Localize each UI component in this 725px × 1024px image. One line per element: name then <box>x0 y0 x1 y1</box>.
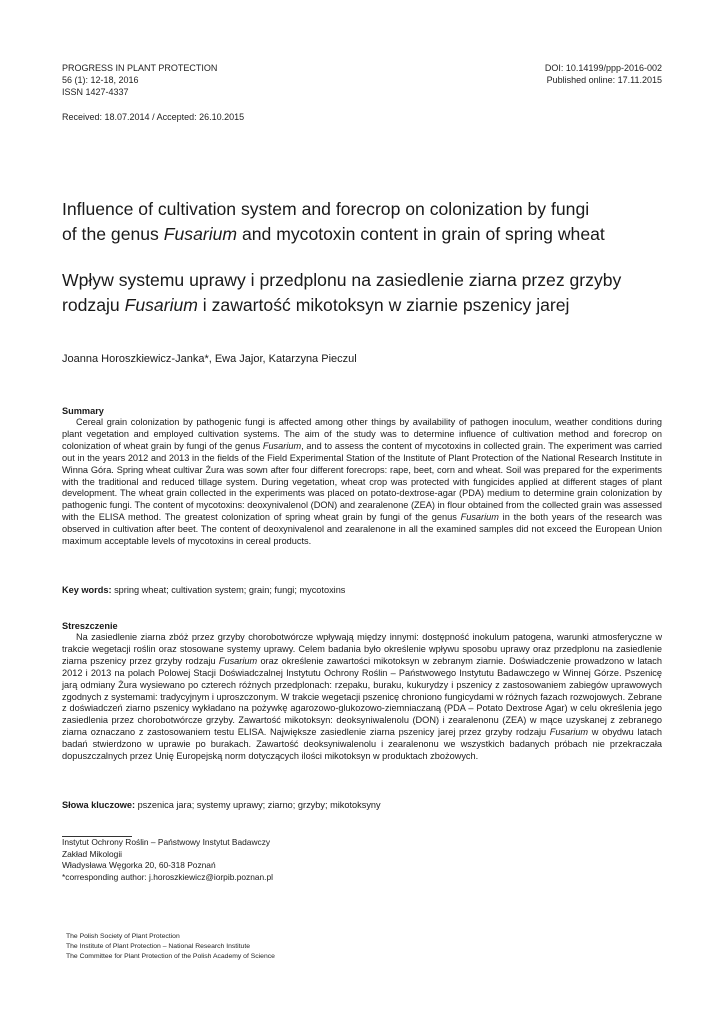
keywords-text: spring wheat; cultivation system; grain; fungi; mycotoxins <box>111 585 346 595</box>
title-english-line1: Influence of cultivation system and forecrop on colonization by fungi <box>62 199 590 219</box>
society-line: The Institute of Plant Protection – National Research Institute <box>66 943 250 951</box>
streszczenie-genus: Fusarium <box>549 727 589 738</box>
title-text: rodzaju <box>62 295 125 315</box>
keywords-label: Key words: <box>62 585 112 595</box>
corresponding-author: *corresponding author: j.horoszkiewicz@iorpib.poznan.pl <box>62 872 274 883</box>
streszczenie-part: w obydwu latach badań stwierdzono w uprawie po burakach. Zawartość deoksyniwalenolu i zearalenonu we wszystkich badanych próbach nie przekraczała dopuszczalnych przez Unię Europejską norm dotyczących ilości mikotoksyn w produktach zbożowych. <box>62 727 662 762</box>
society-line: The Committee for Plant Protection of the Polish Academy of Science <box>66 953 275 961</box>
keywords-polish <box>62 799 662 811</box>
title-polish-line2 <box>62 293 672 318</box>
affiliation-institute: Instytut Ochrony Roślin – Państwowy Instytut Badawczy <box>62 837 271 847</box>
society-line: The Polish Society of Plant Protection <box>66 933 180 940</box>
summary-text <box>62 417 662 548</box>
affiliation <box>62 837 273 884</box>
summary-part: in the both years of the research was observed in cultivation after beet. The content of deoxynivalenol and zearalenone in all the examined samples did not exceed the European Union maximum acceptable levels of mycotoxins in cereal products. <box>62 512 662 547</box>
title-text: of the genus <box>62 224 164 244</box>
title-english-line2 <box>62 222 672 247</box>
title-genus: Fusarium <box>124 295 198 315</box>
keywords-text: pszenica jara; systemy uprawy; ziarno; grzyby; mikotoksyny <box>135 800 381 810</box>
affiliation-address: Władysława Węgorka 20, 60-318 Poznań <box>62 860 216 871</box>
title-polish-line1: Wpływ systemu uprawy i przedplonu na zasiedlenie ziarna przez grzyby <box>62 270 622 290</box>
title-genus: Fusarium <box>163 224 238 244</box>
doi-block <box>545 62 662 86</box>
journal-header <box>62 62 217 98</box>
summary-heading: Summary <box>62 406 104 416</box>
summary-part: , and to assess the content of mycotoxins in collected grain. The experiment was carried out in the years 2012 and 2013 in the fields of the Field Experimental Station of the Institute of Plant Protection of the National Research Institute in Winna Góra. Spring wheat cultivar Żura was sown after four different forecrops: rape, beet, corn and wheat. Soil was prepared for the experiments with the traditional and reduced tillage system. During vegetation, wheat crop was protected with fungicides applied at different stages of plant development. The wheat grain collected in the experiments was placed on potato-dextrose-agar (PDA) medium to determine grain colonization by pathogenic fungi. The content of mycotoxins: deoxynivalenol (DON) and zearalenone (ZEA) in flour obtained from the collected grain was assessed with the ELISA method. The greatest colonization of spring wheat grain by fungi of the genus <box>62 440 662 523</box>
affiliation-department: Zakład Mikologii <box>62 848 123 859</box>
keywords-english <box>62 584 662 596</box>
streszczenie-genus: Fusarium <box>218 655 258 666</box>
streszczenie-part: Na zasiedlenie ziarna zbóż przez grzyby chorobotwórcze wpływają między innymi: dostępność inokulum patogena, warunki atmosferyczne w trakcie wegetacji roślin oraz stosowane systemy uprawy. Celem badania było określenie wpływu sposobu uprawy oraz przedplonu na zasiedlenie ziarna pszenicy przez grzyby rodzaju <box>62 632 662 666</box>
summary-genus: Fusarium <box>262 440 302 451</box>
journal-volume: 56 (1): 12-18, 2016 <box>62 75 139 85</box>
journal-name: PROGRESS IN PLANT PROTECTION <box>62 63 218 73</box>
streszczenie-text <box>62 632 662 763</box>
published-date: Published online: 17.11.2015 <box>546 75 662 85</box>
received-dates: Received: 18.07.2014 / Accepted: 26.10.2015 <box>62 112 245 122</box>
societies <box>66 932 275 963</box>
doi: DOI: 10.14199/ppp-2016-002 <box>544 63 662 73</box>
summary-genus: Fusarium <box>460 512 499 523</box>
authors: Joanna Horoszkiewicz-Janka*, Ewa Jajor, Katarzyna Pieczul <box>62 353 357 365</box>
journal-issn: ISSN 1427-4337 <box>62 87 129 97</box>
title-polish <box>62 268 672 318</box>
keywords-label: Słowa kluczowe: <box>62 800 136 810</box>
title-text: and mycotoxin content in grain of spring wheat <box>237 224 605 244</box>
summary-part: Cereal grain colonization by pathogenic fungi is affected among other things by availability of pathogen inoculum, weather conditions during plant vegetation and employed cultivation systems. The aim of the study was to determine influence of cultivation method and forecrop on colonization of wheat grain by fungi of the genus <box>62 417 662 451</box>
title-english <box>62 197 672 247</box>
streszczenie-heading: Streszczenie <box>62 621 118 631</box>
streszczenie-part: oraz określenie zawartości mikotoksyn w zebranym ziarnie. Doświadczenie prowadzono w latach 2012 i 2013 na polach Polowej Stacji Doświadczalnej Instytutu Ochrony Roślin – Państwowego Instytutu Badawczego w Winnej Górze. Pszenicę jarą odmiany Żura wysiewano po czterech różnych przedplonach: rzepaku, buraku, kukurydzy i pszenicy z zastosowaniem zabiegów uprawowych zgodnych z systemami: tradycyjnym i uproszczonym. W trakcie wegetacji pszenicę chroniono fungicydami w różnych fazach rozwojowych. Zebrane z doświadczeń ziarno pszenicy wykładano na pożywkę agarozowo-glukozowo-ziemniaczaną (PDA – Potato Dextrose Agar) w celu określenia jego zasiedlenia przez chorobotwórcze grzyby. Zawartość mikotoksyn: deoksyniwalenolu (DON) i zearalenonu (ZEA) w mące uzyskanej z zebranego ziarna oznaczano z zastosowaniem testu ELISA. Największe zasiedlenie ziarna pszenicy jarej przez grzyby rodzaju <box>62 655 662 738</box>
title-text: i zawartość mikotoksyn w ziarnie pszenicy jarej <box>197 295 570 315</box>
